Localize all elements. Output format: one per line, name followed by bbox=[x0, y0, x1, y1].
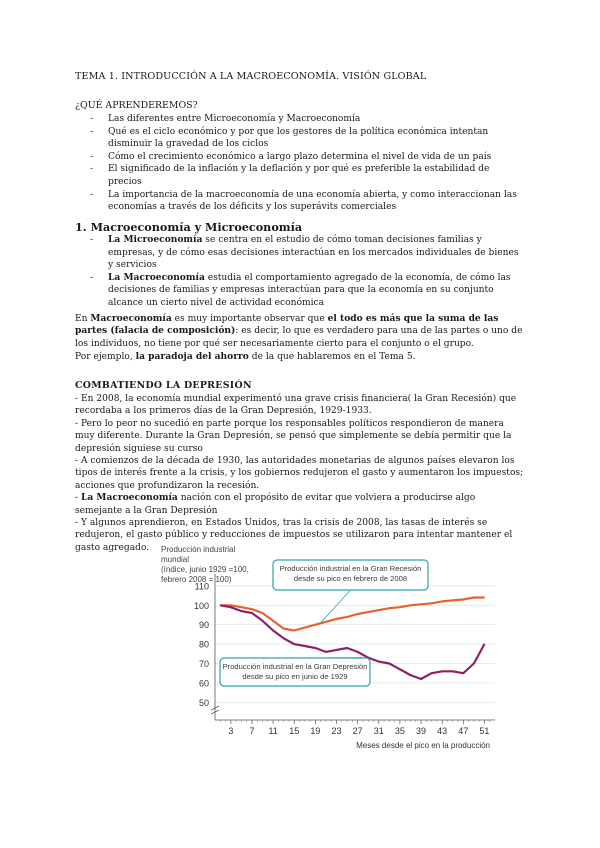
text-run: Por ejemplo, bbox=[75, 352, 136, 362]
x-tick-label: 31 bbox=[373, 726, 384, 736]
section-heading-depression: COMBATIENDO LA DEPRESIÓN bbox=[75, 380, 252, 391]
bold-term: la paradoja del ahorro bbox=[135, 351, 249, 362]
learn-item: - Las diferentes entre Microeconomía y Macroeconomía bbox=[75, 113, 520, 126]
great-depression-point bbox=[325, 651, 326, 652]
great-depression-point bbox=[420, 678, 421, 679]
great-depression-point bbox=[463, 673, 464, 674]
depression-line bbox=[75, 492, 525, 517]
great-recession-point bbox=[431, 603, 432, 604]
y-tick-label: 80 bbox=[198, 639, 209, 650]
great-recession-point bbox=[346, 616, 347, 617]
great-recession-series-line bbox=[220, 598, 484, 631]
great-depression-point bbox=[389, 663, 390, 664]
x-tick-label: 47 bbox=[458, 726, 469, 736]
micro-text: se centra en el estudio de cómo toman decisiones familias y empresas, y de cómo esas decisiones interactúan en los mercados individuales de bienes y servicios bbox=[108, 235, 519, 271]
industrial-production-chart bbox=[155, 540, 500, 750]
learn-item: - La importancia de la macroeconomía de una economía abierta, y como interaccionan las economías a través de los déficits y los superávits comerciales bbox=[75, 189, 520, 214]
y-tick-label: 60 bbox=[198, 678, 209, 689]
y-tick-label: 110 bbox=[194, 581, 209, 592]
great-recession-point bbox=[452, 600, 453, 601]
great-depression-point bbox=[304, 645, 305, 646]
great-depression-point bbox=[336, 649, 337, 650]
text-run: En bbox=[75, 314, 91, 324]
text-run: nación con el propósito de evitar que volviera a producirse algo semejante a la Gran Depresión bbox=[75, 493, 476, 516]
bold-term: La Macroeconomía bbox=[80, 492, 178, 504]
page-title: TEMA 1. INTRODUCCIÓN A LA MACROECONOMÍA. VISIÓN GLOBAL bbox=[75, 71, 427, 82]
great-depression-point bbox=[315, 647, 316, 648]
depression-paragraphs bbox=[75, 393, 525, 554]
bold-term: Macroeconomía bbox=[90, 313, 172, 324]
x-tick-label: 51 bbox=[479, 726, 490, 736]
y-tick-label: 50 bbox=[198, 697, 209, 708]
depression-line: - Y algunos aprendieron, en Estados Unidos, tras la crisis de 2008, las tasas de interés se redujeron, el gasto público y reducciones de impuestos se utilizaron para intentar mantener el gasto agregado. bbox=[75, 518, 513, 553]
great-recession-point bbox=[410, 605, 411, 606]
great-recession-point bbox=[463, 599, 464, 600]
macro-definition bbox=[75, 272, 520, 310]
great-recession-point bbox=[325, 621, 326, 622]
annotation-text-line: desde su pico en febrero de 2008 bbox=[293, 574, 408, 583]
text-run: - bbox=[75, 493, 81, 504]
great-depression-point bbox=[251, 612, 252, 613]
annotation-text-line: Producción industrial en la Gran Recesión bbox=[279, 564, 422, 573]
great-depression-point bbox=[484, 643, 485, 644]
macro-term: La Macroeconomía bbox=[108, 271, 205, 283]
x-tick-label: 7 bbox=[249, 726, 255, 736]
great-depression-point bbox=[410, 675, 411, 676]
great-depression-point bbox=[399, 669, 400, 670]
great-depression-point bbox=[273, 630, 274, 631]
great-depression-point bbox=[442, 671, 443, 672]
composition-fallacy-paragraph bbox=[75, 313, 523, 350]
y-axis-title-line: (índice, junio 1929 =100, bbox=[161, 565, 249, 574]
x-tick-label: 11 bbox=[268, 726, 278, 736]
x-tick-label: 19 bbox=[310, 726, 321, 736]
great-recession-point bbox=[262, 612, 263, 613]
great-depression-point bbox=[452, 671, 453, 672]
learn-heading: ¿QUÉ APRENDEREMOS? bbox=[75, 100, 198, 111]
annotation-text-line: desde su pico en junio de 1929 bbox=[242, 672, 348, 681]
learn-item: - Qué es el ciclo económico y por que los gestores de la política económica intentan disminuir la gravedad de los ciclos bbox=[75, 126, 520, 151]
great-recession-point bbox=[273, 620, 274, 621]
macro-text: estudia el comportamiento agregado de la economía, de cómo las decisiones de familias y empresas interactúan para que la economía en su conjunto alcance un cierto nivel de actividad económica bbox=[108, 272, 511, 308]
great-recession-point bbox=[283, 628, 284, 629]
y-axis-title-line: febrero 2008 = 100) bbox=[161, 575, 232, 584]
definitions-list bbox=[75, 234, 520, 310]
great-recession-point bbox=[230, 605, 231, 606]
y-axis-title-line: Producción industrial bbox=[161, 545, 236, 554]
x-tick-label: 43 bbox=[437, 726, 448, 736]
learn-list bbox=[75, 113, 520, 214]
great-depression-point bbox=[294, 643, 295, 644]
great-depression-point bbox=[262, 620, 263, 621]
great-recession-point bbox=[251, 609, 252, 610]
great-depression-point bbox=[283, 638, 284, 639]
depression-line: - A comienzos de la década de 1930, las autoridades monetarias de algunos países elevaron los tipos de interés frente a la crisis, y los gobiernos redujeron el gasto y aumentaron los impuestos; acciones que profundizaron la recesión. bbox=[75, 456, 524, 491]
depression-line: - Pero lo peor no sucedió en parte porque los responsables políticos respondieron de manera muy diferente. Durante la Gran Depresión, se pensó que simplemente se debía permitir que la depresión siguiese su curso bbox=[75, 418, 512, 454]
x-tick-label: 35 bbox=[394, 726, 405, 736]
text-run: : es decir, lo que es verdadero para una de las partes o uno de los individuos, no tiene por qué ser necesariamente cierto para el conjunto o el grupo. bbox=[75, 326, 523, 349]
x-tick-label: 23 bbox=[331, 726, 342, 736]
great-recession-point bbox=[484, 597, 485, 598]
great-depression-point bbox=[230, 607, 231, 608]
great-recession-point bbox=[389, 608, 390, 609]
great-recession-point bbox=[241, 607, 242, 608]
savings-paradox-paragraph bbox=[75, 351, 523, 363]
y-tick-label: 70 bbox=[198, 658, 209, 669]
great-depression-point bbox=[346, 647, 347, 648]
great-recession-point bbox=[420, 604, 421, 605]
section-heading-macro-micro: 1. Macroeconomía y Microeconomía bbox=[75, 220, 303, 234]
great-recession-point bbox=[304, 627, 305, 628]
great-recession-point bbox=[473, 597, 474, 598]
text-run: es muy importante observar que bbox=[171, 314, 328, 324]
x-tick-label: 3 bbox=[228, 726, 234, 736]
x-tick-label: 15 bbox=[289, 726, 300, 736]
y-axis-title-line: mundial bbox=[161, 555, 190, 564]
bold-term: el todo es más que la suma de las partes (falacia de composición) bbox=[75, 313, 499, 337]
great-recession-point bbox=[399, 607, 400, 608]
great-depression-point bbox=[431, 673, 432, 674]
learn-item: - El significado de la inflación y la deflación y por qué es preferible la estabilidad de precios bbox=[75, 163, 520, 188]
annotation-text-line: Producción industrial en la Gran Depresión bbox=[222, 662, 368, 671]
great-recession-point bbox=[442, 601, 443, 602]
great-recession-point bbox=[378, 610, 379, 611]
text-run: de la que hablaremos en el Tema 5. bbox=[248, 352, 416, 362]
great-recession-point bbox=[357, 613, 358, 614]
y-tick-label: 90 bbox=[198, 620, 209, 631]
great-depression-point bbox=[220, 605, 221, 606]
y-tick-label: 100 bbox=[193, 600, 209, 611]
micro-term: La Microeconomía bbox=[108, 234, 203, 245]
great-depression-point bbox=[241, 611, 242, 612]
great-recession-point bbox=[336, 618, 337, 619]
chart-svg bbox=[155, 540, 500, 750]
great-depression-point bbox=[473, 663, 474, 664]
great-recession-point bbox=[294, 630, 295, 631]
great-depression-point bbox=[357, 651, 358, 652]
x-axis-title: Meses desde el pico en la producción bbox=[356, 741, 490, 750]
great-recession-point bbox=[368, 611, 369, 612]
great-recession-point bbox=[315, 624, 316, 625]
micro-definition bbox=[75, 234, 520, 272]
learn-item: - Cómo el crecimiento económico a largo plazo determina el nivel de vida de un país bbox=[75, 151, 520, 164]
x-tick-label: 39 bbox=[416, 726, 427, 736]
depression-line: - En 2008, la economía mundial experimentó una grave crisis financiera( la Gran Recesión) que recordaba a los primeros días de la Gran Depresión, 1929-1933. bbox=[75, 394, 517, 417]
x-tick-label: 27 bbox=[352, 726, 363, 736]
great-depression-point bbox=[378, 661, 379, 662]
